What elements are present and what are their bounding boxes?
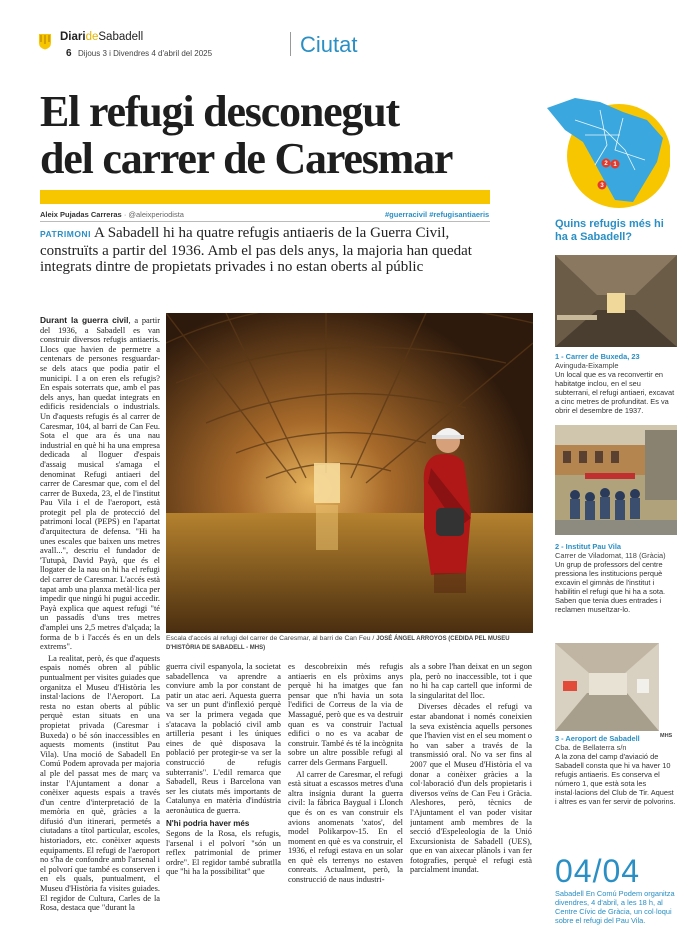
logo-icon bbox=[38, 32, 52, 50]
event-date: 04/04 bbox=[555, 853, 641, 889]
hashtags: #guerracivil #refugisantiaeris bbox=[385, 210, 490, 219]
section-subtitle: N'hi podria haver més bbox=[166, 818, 250, 828]
photo-caption: Escala d'accés al refugi del carrer de Caresmar, al barri de Can Feu / JOSÉ ÁNGEL ARROYOS (CEDIDA PEL MUSEU D'HISTÒRIA DE SABADELL - MHS) bbox=[166, 635, 510, 651]
subhead: PATRIMONI A Sabadell hi ha quatre refugis antiaeris de la Guerra Civil, construïts a partir del 1936. Amb el pas dels anys, la majoria han quedat integrats dintre de propietats privades i no estan oberts al públic bbox=[40, 225, 472, 275]
map-marker: 2 bbox=[604, 161, 608, 168]
masthead bbox=[38, 30, 318, 62]
divider bbox=[40, 221, 490, 222]
body-column-4: als a sobre l'han deixat en un segon pla, però no inaccessible, tot i que no hi ha cap cartell que informi de la singularitat del lloc. Diverses dècades el refugi va estar abandonat i només coneixien la seva existència aquells persones que l'havien vist en el seu moment o ho van saber a través de la transmissió oral. No va ser fins al 2007 que el Museu d'Història el va donar a conèixer gràcies a la col·laboració d'un dels propietaris i diversos veïns de Can Feu i Gràcia. Aleshores, però, tècnics de l'Ajuntament el van poder visitar juntament amb membres de la secció d'Espeleologia de la Unió Excursionista de Sabadell (UES), que en van aixecar plànols i van fer fotografies, perquè el refugi està parcialment inundat. bbox=[410, 662, 532, 875]
body-column-2: guerra civil espanyola, la societat sabadellenca va aprendre a conviure amb la por constant de patir un atac aeri. Aquesta guerra va ser un punt d'inflexió perquè va ser la primera vegada que s'atacava la població civil amb artilleria pesant i les úniques eines de què disposava la població per protegir-se va ser la construcció de refugis subterranis". L'edil remarca que Sabadell, Reus i Barcelona van ser les ciutats més importants de Catalunya en matèria d'indústria aeronàutica de guerra. N'hi podria haver més Segons de la Rosa, els refugis, l'arsenal i el polvorí "són un reflex patrimonial de primer ordre". El regidor també subratlla que "hi ha la possibilitat" que bbox=[166, 662, 281, 877]
section-title: Ciutat bbox=[300, 32, 358, 57]
byline: Aleix Pujadas Carreras · @aleixperiodista bbox=[40, 210, 184, 219]
sidebar-photo-2 bbox=[555, 425, 677, 535]
sidebar-item-1: 1 - Carrer de Buxeda, 23 Avinguda-Eixample Un local que es va reconvertir en habitatge inclou, en el seu subterrani, el refugi antiaeri, excavat a cinc metres de profunditat. Es va obrir el desembre de 1937. bbox=[555, 352, 675, 415]
sidebar-title: Quins refugis més hi ha a Sabadell? bbox=[555, 218, 664, 243]
photo-credit: JOSÉ ÁNGEL ARROYOS (CEDIDA PEL MUSEU D'HISTÒRIA DE SABADELL - MHS) bbox=[166, 636, 510, 651]
sidebar-item-3: 3 - Aeroport de Sabadell Cba. de Bellaterra s/n A la zona del camp d'aviació de Sabadell consta que hi va haver 10 refugis antiaeris. Es conserva el número 1, que està sota les instal·lacions del Club de Tir. Aquest i altres es van fer servir de polvorins. bbox=[555, 734, 676, 806]
sidebar-photo-1 bbox=[555, 255, 677, 347]
locator-map bbox=[545, 90, 670, 210]
headline: El refugi desconegut del carrer de Caresmar bbox=[40, 87, 453, 183]
tunnel-photo bbox=[166, 313, 533, 633]
masthead-divider bbox=[290, 32, 291, 56]
map-marker: 1 bbox=[613, 162, 617, 169]
map-marker: 3 bbox=[600, 183, 604, 190]
dateline: Dijous 3 i Divendres 4 d'abril del 2025 bbox=[78, 49, 213, 58]
body-column-1: Durant la guerra civil, a partir del 1936, a Sabadell es van construir diversos refugis antiaeris. Llocs que havien de permetre a centenars de persones resguardar-se dels atacs que podia patir el municipi. I a on eren els refugis? En espais soterrats que, amb el pas dels anys, han quedat integrats en edificis residencials o industrials. Un d'aquests refugis és al carrer de Caresmar, 104, al barri de Can Feu. Sota el que ara és una nau industrial en què hi ha una empresa dedicada al lloguer d'espais d'assaig musical s'amaga el denominat Refugi antiaeri del carrer de Caresmar que, com el del carrer de Buxeda, 23, el de l'institut Pau Vila i el de l'aeroport, està protegit pel pla de protecció del patrimoni local (PEPS) en l'apartat d'arquitectura de defensa. "Hi ha unes escales que baixen uns metres avall...", descriu el fundador de 'Tutupà, David Payà, que és el llogater de la nau on hi ha el refugi del carrer de Caresmar. L'accés està tapat amb una planxa metàl·lica per impedir que ningú hi pugui accedir. Payà explica que aquest refugi "té un passadís d'uns tres metres d'amplei uns 2,5 metres d'alçada; la forma de b i l'accés és en un dels extrems". La realitat, però, és que d'aquests espais només obren al públic puntualment per visites guiades que organitza el Museu d'Història les instal·lacions de l'Aeroport. La resta no estan oberts al públic perquè estan situats en una propietat privada (Caresmar i Buxeda) o bé són inaccessibles en aquests moments (institut Pau Vila). Una moció de Sabadell En Comú Podem aprovada per majoria al ple del passat mes de març va instar l'Ajuntament a donar a conèixer aquests espais a través d'un centre d'interpretació de la memòria en què, gràcies a la difusió d'un itinerari, permetés a ciutadans a títol particular, escoles, historiadors, etc. conèixer aquests equipaments. El refugi de l'aeroport no s'ha de confondre amb l'arsenal i el polvorí que també es conserven i en els quals, puntualment, el Museu d'Història fa visites guiades. El regidor de Cultura, Carles de la Rosa, destaca que "durant la bbox=[40, 316, 160, 913]
photo-credit-mhs: MHS bbox=[660, 733, 673, 739]
body-column-3: es descobreixin més refugis antiaeris en els pròxims anys perquè hi ha imatges que fan pensar que n'hi havia un sota l'edifici de Correus de la via de Massagué, però que es va destruir quan es va construir l'actual edifici o no es va acabar de construir. També és té la incògnita sobre un altre possible refugi al carrer dels Germans Farguell. Al carrer de Caresmar, el refugi està situat a escassos metres d'una altra insígnia durant la guerra civil: la fàbrica Baygual i Llonch que és on es van construir els avions anomenats 'xatos', del model Polikarpov-15. En el moment en què es va construir, el 1936, el refugi estava en un solar en què els terrenys no estaven conreats. Actualment, però, la construcció de naus industri- bbox=[288, 662, 403, 885]
sidebar-photo-3 bbox=[555, 643, 659, 731]
brand-name: DiarideSabadell bbox=[60, 31, 144, 43]
kicker: PATRIMONI bbox=[40, 229, 91, 239]
event-description: Sabadell En Comú Podem organitza divendres, 4 d'abril, a les 18 h, al Centre Cívic de Gràcia, un col·loqui sobre el refugi del Pau Vila. bbox=[555, 889, 675, 925]
page-number: 6 bbox=[66, 48, 72, 59]
yellow-accent-bar bbox=[40, 190, 490, 204]
sidebar-item-2: 2 - Institut Pau Vila Carrer de Viladomat, 118 (Gràcia) Un grup de professors del centre pressiona les institucions perquè excavin el gimnàs de l'institut i habilitin el refugi que hi ha a sota. Saben que tenia dues entrades i reclamen museïtzar-lo. bbox=[555, 542, 666, 614]
article-photo bbox=[166, 313, 533, 633]
